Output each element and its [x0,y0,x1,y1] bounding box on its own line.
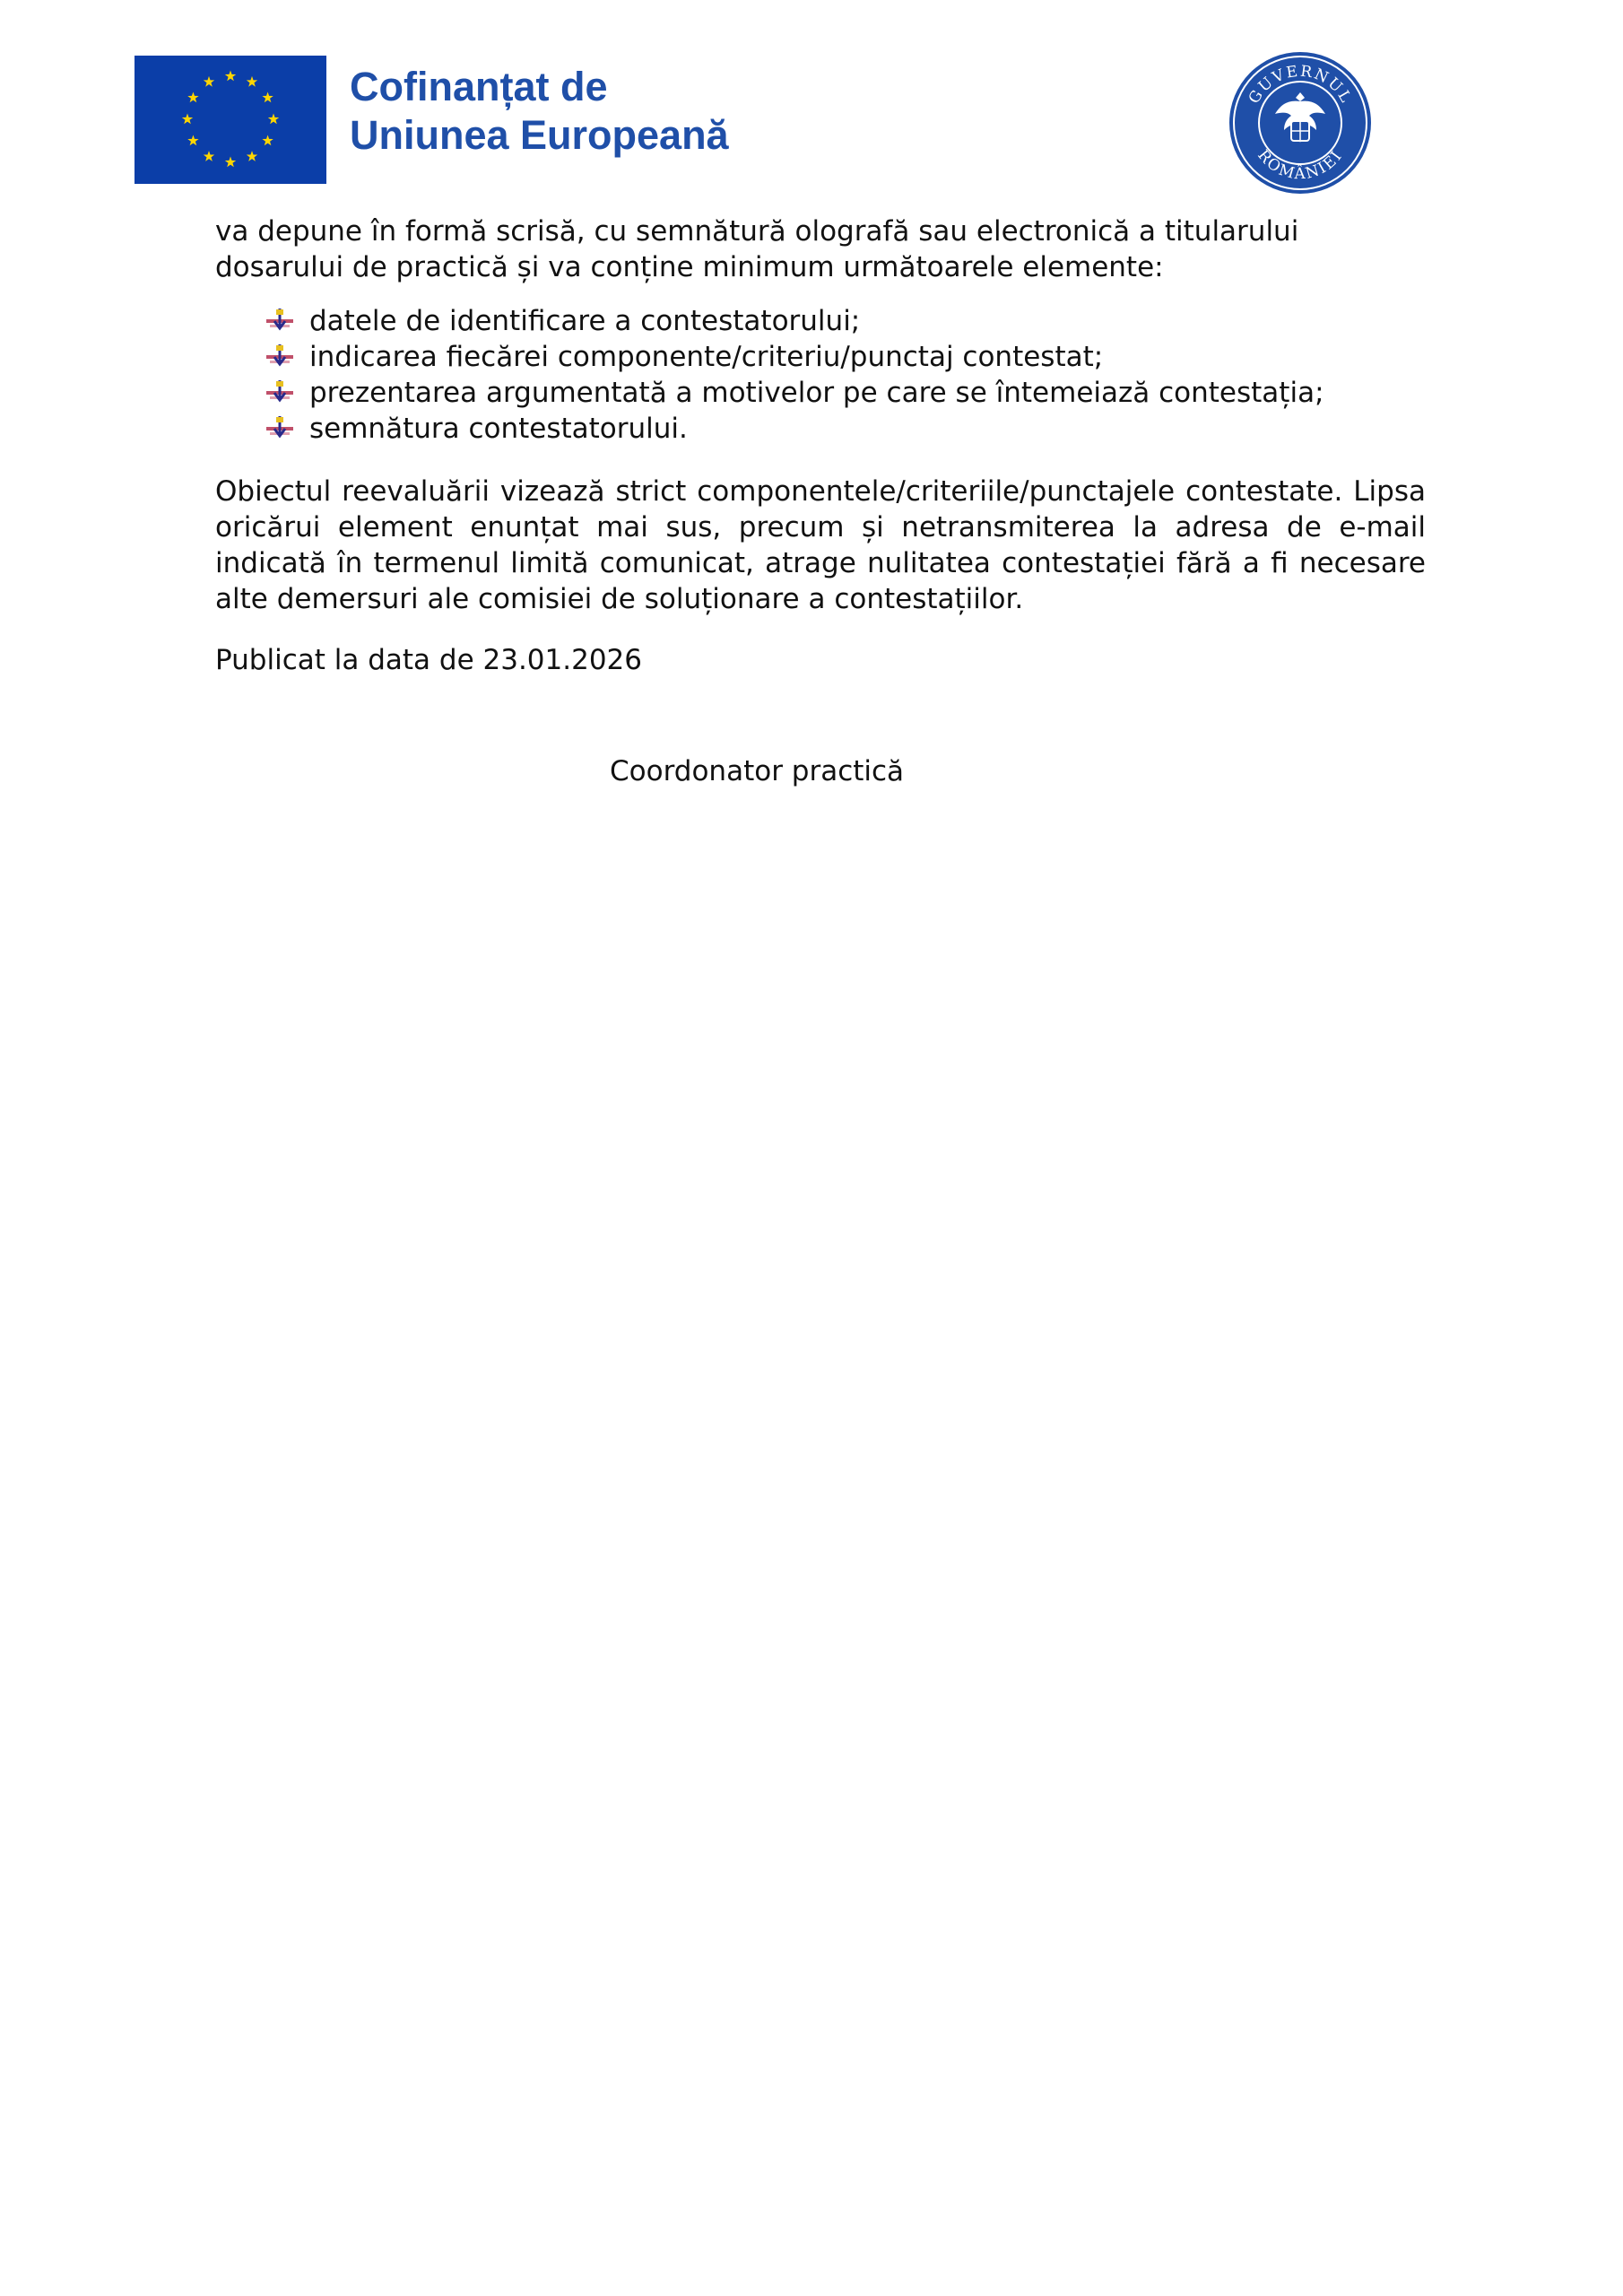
reevaluation-paragraph: Obiectul reevaluării vizează strict componentele/criteriile/punctajele contestate. Lipsa oricărui element enunțat mai sus, precum și netransmiterea la adresa de e-mail indicată în termenul limită comunicat, atrage nulitatea contestației fără a fi necesare alte demersuri ale comisiei de soluționare a contestațiilor. [215,475,1426,615]
arrow-down-bullet-icon [265,414,295,443]
arrow-down-bullet-icon [265,378,295,407]
list-item-text: prezentarea argumentată a motivelor pe care se întemeiază contestația; [309,377,1324,409]
arrow-down-bullet-icon [265,343,295,371]
seal-bottom-text: ROMÂNIEI [1254,146,1347,184]
romanian-government-seal [1227,49,1374,196]
eu-line-1: Cofinanțat de [350,64,608,109]
intro-paragraph: va depune în formă scrisă, cu semnătură olografă sau electronică a titularului dosarului de practică și va conține minimum următoarele elemente: [215,215,1299,283]
list-item-text: indicarea fiecărei componente/criteriu/punctaj contestat; [309,341,1104,373]
list-item [265,339,1426,375]
list-item [265,375,1426,411]
list-item-text: semnătura contestatorului. [309,413,688,445]
list-item [265,303,1426,339]
arrow-down-bullet-icon [265,307,295,335]
document-body [215,213,1426,678]
requirements-list [215,303,1426,447]
eu-line-2: Uniunea Europeană [350,112,729,158]
eu-cofinanced-label [350,63,729,160]
list-item [265,411,1426,447]
signature-label: Coordonator practică [610,755,905,787]
page-header [0,0,1623,206]
seal-top-text: GUVERNUL [1245,62,1356,108]
list-item-text: datele de identificare a contestatorului; [309,305,861,337]
publication-date: Publicat la data de 23.01.2026 [215,644,642,676]
eu-flag-logo [135,56,326,184]
